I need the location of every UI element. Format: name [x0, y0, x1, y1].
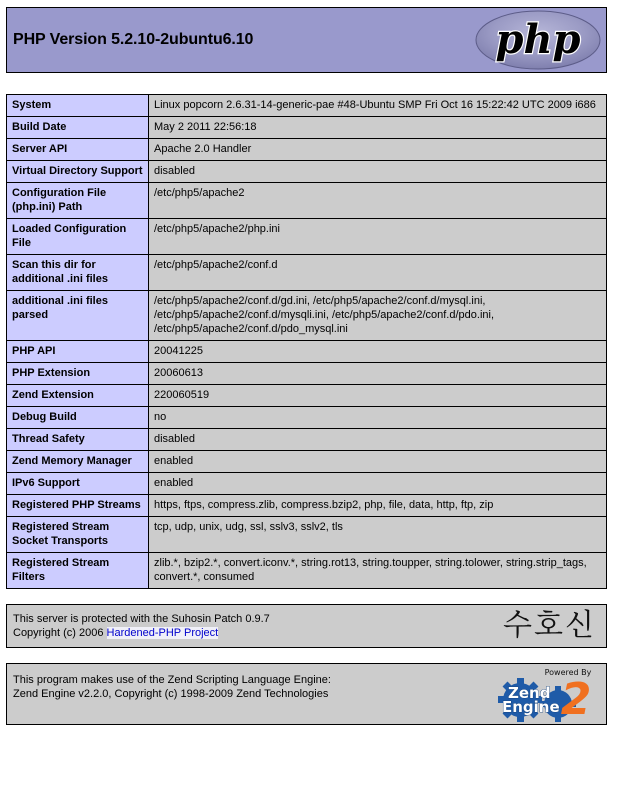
- zend-engine-logo-icon: [490, 666, 600, 724]
- table-row: [7, 553, 607, 589]
- table-row: [7, 429, 607, 451]
- suhosin-credit-text: [13, 612, 453, 640]
- row-value: May 2 2011 22:56:18: [149, 117, 607, 139]
- row-label: Debug Build: [7, 407, 149, 429]
- zend-engine-line2: Zend Engine v2.2.0, Copyright (c) 1998-2009 Zend Technologies: [13, 688, 329, 700]
- row-label: System: [7, 95, 149, 117]
- php-version-banner: [6, 7, 607, 73]
- table-body: [7, 95, 607, 589]
- row-value: /etc/php5/apache2/conf.d: [149, 255, 607, 291]
- table-row: [7, 385, 607, 407]
- table-row: [7, 291, 607, 341]
- phpinfo-page: [6, 0, 607, 725]
- phpinfo-core-table: [6, 94, 607, 589]
- hardened-php-project-link[interactable]: Hardened-PHP Project: [106, 627, 219, 639]
- zend-credit-box: [6, 663, 607, 725]
- table-row: [7, 161, 607, 183]
- row-value: enabled: [149, 451, 607, 473]
- row-label: Build Date: [7, 117, 149, 139]
- row-value: disabled: [149, 429, 607, 451]
- row-value: Apache 2.0 Handler: [149, 139, 607, 161]
- row-value: /etc/php5/apache2/php.ini: [149, 219, 607, 255]
- row-value: 20041225: [149, 341, 607, 363]
- table-row: [7, 117, 607, 139]
- row-value: 220060519: [149, 385, 607, 407]
- suhosin-logo: 수호신: [503, 608, 596, 643]
- row-label: IPv6 Support: [7, 473, 149, 495]
- row-label: Registered Stream Filters: [7, 553, 149, 589]
- table-row: [7, 407, 607, 429]
- row-label: Registered Stream Socket Transports: [7, 517, 149, 553]
- row-label: Registered PHP Streams: [7, 495, 149, 517]
- row-label: additional .ini files parsed: [7, 291, 149, 341]
- table-row: [7, 495, 607, 517]
- svg-text:2: 2: [560, 674, 592, 724]
- zend-engine-line1: This program makes use of the Zend Scripting Language Engine:: [13, 674, 331, 686]
- row-value: https, ftps, compress.zlib, compress.bzip2, php, file, data, http, ftp, zip: [149, 495, 607, 517]
- table-row: [7, 363, 607, 385]
- table-row: [7, 341, 607, 363]
- table-row: [7, 95, 607, 117]
- table-row: [7, 219, 607, 255]
- row-label: Zend Extension: [7, 385, 149, 407]
- svg-text:php: php: [495, 16, 581, 63]
- table-row: [7, 517, 607, 553]
- row-value: /etc/php5/apache2: [149, 183, 607, 219]
- row-label: Virtual Directory Support: [7, 161, 149, 183]
- table-row: [7, 451, 607, 473]
- row-value: /etc/php5/apache2/conf.d/gd.ini, /etc/php5/apache2/conf.d/mysql.ini, /etc/php5/apache2/conf.d/mysqli.ini, /etc/php5/apache2/conf.d/pdo.ini, /etc/php5/apache2/conf.d/pdo_mysql.ini: [149, 291, 607, 341]
- svg-text:Powered By: Powered By: [544, 668, 592, 677]
- svg-text:Zend: Zend: [508, 684, 551, 702]
- row-label: Scan this dir for additional .ini files: [7, 255, 149, 291]
- row-value: zlib.*, bzip2.*, convert.iconv.*, string.rot13, string.toupper, string.tolower, string.strip_tags, convert.*, consumed: [149, 553, 607, 589]
- suhosin-patch-line: This server is protected with the Suhosin Patch 0.9.7: [13, 613, 270, 625]
- table-row: [7, 183, 607, 219]
- php-logo-icon: [474, 9, 602, 71]
- row-label: PHP API: [7, 341, 149, 363]
- row-label: Zend Memory Manager: [7, 451, 149, 473]
- row-value: no: [149, 407, 607, 429]
- row-value: Linux popcorn 2.6.31-14-generic-pae #48-Ubuntu SMP Fri Oct 16 15:22:42 UTC 2009 i686: [149, 95, 607, 117]
- svg-text:Engine: Engine: [502, 698, 560, 716]
- page-title: PHP Version 5.2.10-2ubuntu6.10: [13, 31, 254, 48]
- row-label: Configuration File (php.ini) Path: [7, 183, 149, 219]
- suhosin-copyright-prefix: Copyright (c) 2006: [13, 627, 107, 639]
- row-value: 20060613: [149, 363, 607, 385]
- row-label: Thread Safety: [7, 429, 149, 451]
- table-row: [7, 473, 607, 495]
- row-label: Loaded Configuration File: [7, 219, 149, 255]
- table-row: [7, 139, 607, 161]
- table-row: [7, 255, 607, 291]
- zend-credit-text: [13, 673, 453, 701]
- suhosin-credit-box: [6, 604, 607, 648]
- suhosin-copyright-line: [13, 626, 453, 640]
- row-value: enabled: [149, 473, 607, 495]
- row-label: PHP Extension: [7, 363, 149, 385]
- row-value: disabled: [149, 161, 607, 183]
- row-value: tcp, udp, unix, udg, ssl, sslv3, sslv2, tls: [149, 517, 607, 553]
- row-label: Server API: [7, 139, 149, 161]
